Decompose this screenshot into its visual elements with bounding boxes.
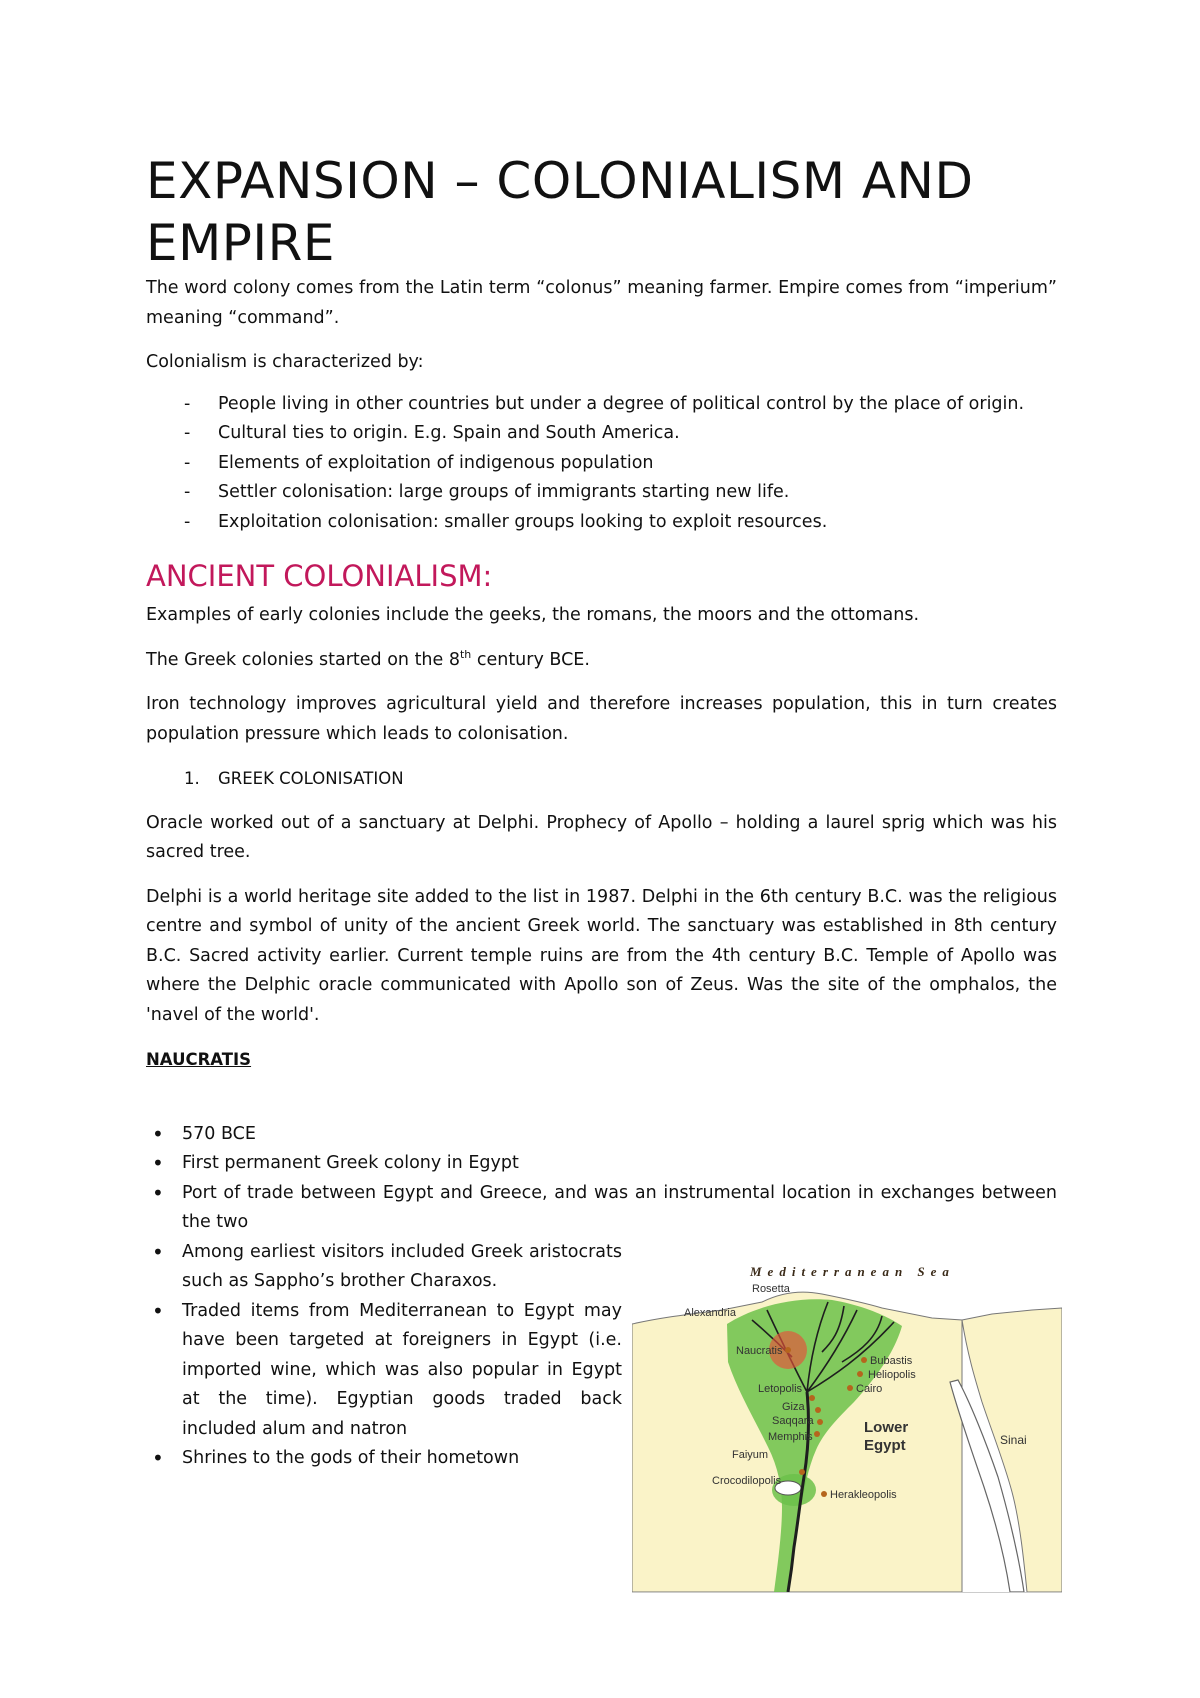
list-item [146,1179,1057,1238]
dash-marker: - [184,423,191,443]
list-item-text: First permanent Greek colony in Egypt [182,1153,519,1173]
bullet-marker: • [152,1298,164,1323]
map-label-alexandria: Alexandria [684,1307,736,1319]
map-label-crocodilopolis: Crocodilopolis [712,1475,782,1487]
list-item [146,764,1057,794]
characteristics-list [146,390,1057,538]
list-item-text: Settler colonisation: large groups of immigrants starting new life. [218,482,790,502]
map-site-herakleopolis [821,1491,827,1497]
list-item-text: Elements of exploitation of indigenous population [218,452,654,473]
section-heading-ancient: ANCIENT COLONIALISM: [146,559,493,593]
bullet-marker: • [152,1239,164,1264]
number-marker: 1. [184,769,200,788]
numbered-list [146,764,1057,794]
map-label-letopolis: Letopolis [758,1383,803,1395]
map-graphic [632,1262,1062,1592]
list-item [146,419,1057,449]
bullet-marker: • [152,1121,164,1146]
naucratis-heading: NAUCRATIS [146,1050,252,1069]
list-item-text: Shrines to the gods of their hometown [182,1448,520,1468]
map-site-giza [815,1407,821,1413]
map-label-rosetta: Rosetta [752,1283,790,1295]
map-region-label-lower: Lower [864,1419,909,1436]
map-site-cairo [847,1385,853,1391]
delphi-paragraph: Delphi is a world heritage site added to the list in 1987. Delphi in the 6th century B.C. was the religious centre and symbol of unity of the ancient Greek world. The sanctuary was established in 8th century B.C. Sacred activity earlier. Current temple ruins are from the 4th century B.C. Temple of Apollo was where the Delphic oracle communicated with Apollo son of Zeus. Was the site of the omphalos, the 'navel of the world'. [146,886,1057,1025]
map-label-faiyum: Faiyum [732,1449,769,1461]
map-label-memphis: Memphis [768,1431,813,1443]
map-label-herakleopolis: Herakleopolis [830,1489,897,1501]
lower-egypt-map [632,1262,1062,1593]
text-run: century BCE. [471,649,590,670]
dash-marker: - [184,511,191,532]
list-item-text: 570 BCE [182,1123,256,1144]
map-region-label-egypt: Egypt [864,1437,906,1454]
map-site-letopolis [809,1395,815,1401]
map-site-naucratis [785,1347,791,1353]
map-label-saqqara: Saqqara [772,1415,814,1427]
superscript: th [459,647,472,661]
list-item-text: Traded items from Mediterranean to Egypt may have been targeted at foreigners in Egypt (i.e. imported wine, which was also popular in Egypt at the time). Egyptian goods traded back included alum and natron [182,1300,622,1439]
map-site-crocodilopolis [799,1469,805,1475]
map-label-heliopolis: Heliopolis [868,1369,916,1381]
list-item [146,478,1057,508]
list-item-text: Port of trade between Egypt and Greece, and was an instrumental location in exchanges between the two [182,1182,1057,1232]
greek-start-paragraph [146,646,1057,676]
map-site-memphis [814,1431,820,1437]
map-site-saqqara [817,1419,823,1425]
dash-marker: - [184,393,191,414]
map-site-bubastis [861,1357,867,1363]
dash-marker: - [184,452,191,473]
map-label-bubastis: Bubastis [870,1355,913,1367]
examples-paragraph: Examples of early colonies include the geeks, the romans, the moors and the ottomans. [146,605,920,625]
map-label-giza: Giza [782,1401,805,1413]
list-item [146,390,1057,420]
list-item [146,1297,622,1445]
list-item [146,508,1057,538]
list-item [146,1120,1057,1150]
page-title: EXPANSION – COLONIALISM AND EMPIRE [146,152,974,272]
intro-paragraph: The word colony comes from the Latin term “colonus” meaning farmer. Empire comes from “imperium” meaning “command”. [146,278,1057,328]
subsection-heading-greek: GREEK COLONISATION [218,769,404,788]
iron-paragraph: Iron technology improves agricultural yield and therefore increases population, this in turn creates population pressure which leads to colonisation. [146,694,1057,744]
list-item [146,1444,622,1474]
characterized-label: Colonialism is characterized by: [146,352,424,372]
map-label-naucratis: Naucratis [736,1345,783,1357]
list-item [146,1149,1057,1179]
bullet-marker: • [152,1180,164,1205]
list-item-text: Exploitation colonisation: smaller groups looking to exploit resources. [218,511,828,532]
list-item [146,449,1057,479]
map-label-cairo: Cairo [856,1383,883,1395]
map-label-sinai: Sinai [1000,1433,1027,1447]
map-sea-label: Mediterranean Sea [750,1264,955,1279]
dash-marker: - [184,482,191,502]
list-item-text: Cultural ties to origin. E.g. Spain and South America. [218,423,680,443]
map-site-heliopolis [857,1371,863,1377]
oracle-paragraph: Oracle worked out of a sanctuary at Delphi. Prophecy of Apollo – holding a laurel sprig which was his sacred tree. [146,812,1057,862]
list-item-text: Among earliest visitors included Greek aristocrats such as Sappho’s brother Charaxos. [182,1241,622,1291]
list-item [146,1238,622,1297]
bullet-marker: • [152,1446,164,1470]
text-run: The Greek colonies started on the 8 [146,649,460,670]
list-item-text: People living in other countries but under a degree of political control by the place of origin. [218,393,1025,414]
bullet-marker: • [152,1151,164,1175]
